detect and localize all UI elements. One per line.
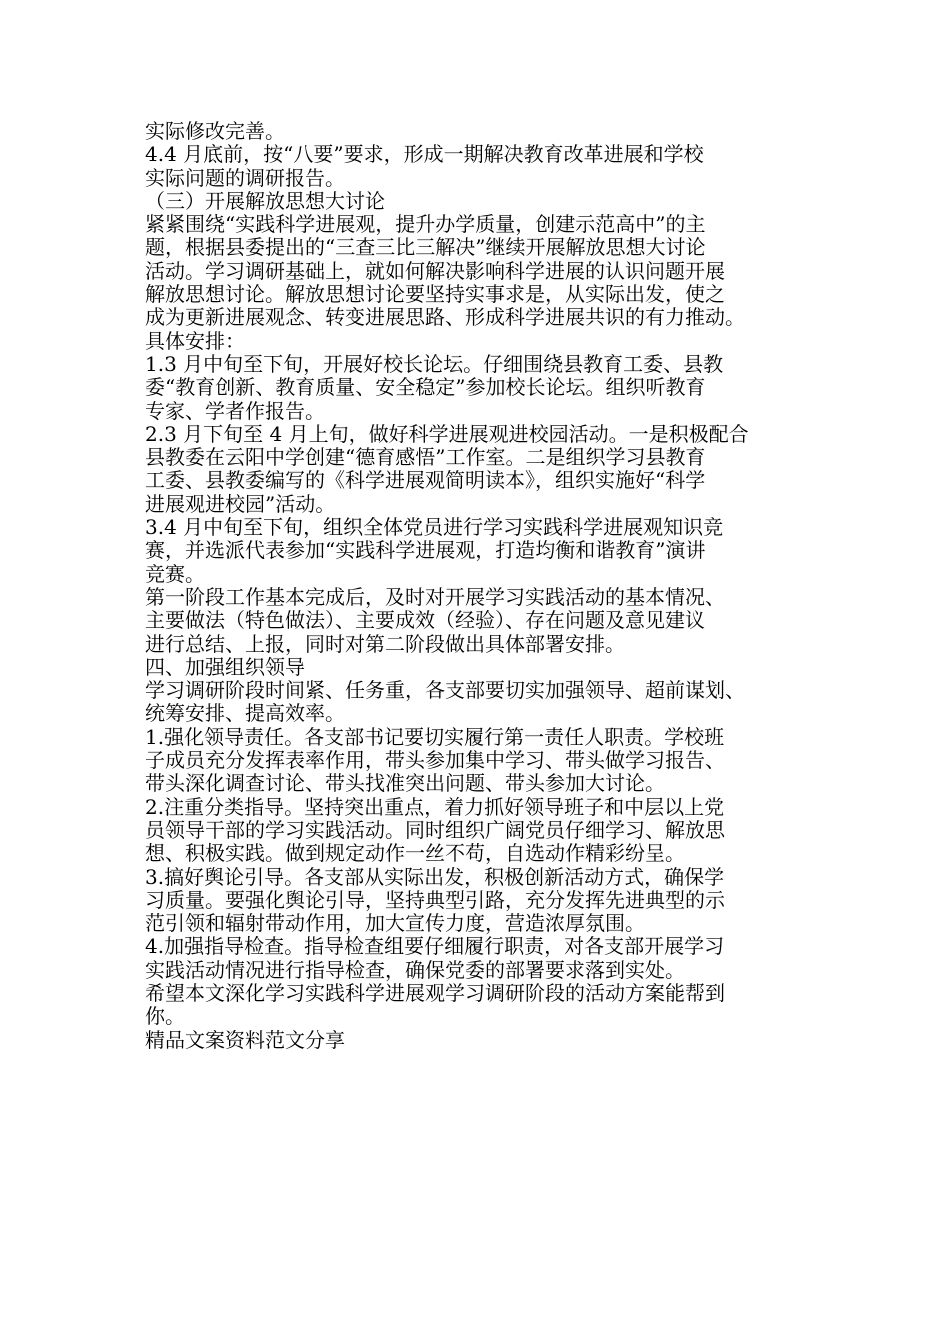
text-line: 竞赛。 bbox=[145, 561, 205, 586]
section-heading: 四、加强组织领导 bbox=[145, 654, 305, 679]
text-line: 实际修改完善。 bbox=[145, 119, 285, 143]
text-line: 进展观进校园”活动。 bbox=[145, 491, 336, 516]
text-line: 3.搞好舆论引导。各支部从实际出发，积极创新活动方式，确保学 bbox=[145, 864, 725, 889]
text-line: 实际问题的调研报告。 bbox=[145, 165, 345, 190]
text-line: 1.强化领导责任。各支部书记要切实履行第一责任人职责。学校班 bbox=[145, 724, 725, 749]
text-line: 成为更新进展观念、转变进展思路、形成科学进展共识的有力推动。 bbox=[145, 305, 745, 330]
text-line: 具体安排： bbox=[145, 328, 245, 353]
text-line: 县教委在云阳中学创建“德育感悟”工作室。二是组织学习县教育 bbox=[145, 445, 706, 470]
text-line: 委“教育创新、教育质量、安全稳定”参加校长论坛。组织听教育 bbox=[145, 375, 706, 400]
text-line: 紧紧围绕“实践科学进展观，提升办学质量，创建示范高中”的主 bbox=[145, 212, 706, 237]
text-line: 专家、学者作报告。 bbox=[145, 398, 325, 423]
text-line: 习质量。要强化舆论引导，坚持典型引路，充分发挥先进典型的示 bbox=[145, 887, 725, 912]
text-line: 范引领和辐射带动作用，加大宣传力度，营造浓厚氛围。 bbox=[145, 911, 645, 936]
text-line: 解放思想讨论。解放思想讨论要坚持实事求是，从实际出发，使之 bbox=[145, 282, 725, 307]
text-line: 3.4 月中旬至下旬，组织全体党员进行学习实践科学进展观知识竞 bbox=[145, 515, 724, 540]
footer-line: 精品文案资料范文分享 bbox=[145, 1027, 345, 1052]
text-line: 希望本文深化学习实践科学进展观学习调研阶段的活动方案能帮到 bbox=[145, 980, 725, 1005]
text-line: 带头深化调查讨论、带头找准突出问题、带头参加大讨论。 bbox=[145, 771, 665, 796]
text-line: 子成员充分发挥表率作用，带头参加集中学习、带头做学习报告、 bbox=[145, 748, 725, 773]
text-line: 2.注重分类指导。坚持突出重点，着力抓好领导班子和中层以上党 bbox=[145, 794, 725, 819]
text-line: 主要做法（特色做法）、主要成效（经验）、存在问题及意见建议 bbox=[145, 608, 705, 633]
text-line: 第一阶段工作基本完成后，及时对开展学习实践活动的基本情况、 bbox=[145, 584, 725, 609]
text-line: 4.加强指导检查。指导检查组要仔细履行职责，对各支部开展学习 bbox=[145, 934, 725, 959]
text-line: 4.4 月底前，按“八要”要求，形成一期解决教育改革进展和学校 bbox=[145, 142, 704, 167]
text-line: 你。 bbox=[145, 1004, 185, 1029]
text-line: 进行总结、上报，同时对第二阶段做出具体部署安排。 bbox=[145, 631, 625, 656]
document-body bbox=[145, 120, 815, 1052]
text-line: 实践活动情况进行指导检查，确保党委的部署要求落到实处。 bbox=[145, 957, 685, 982]
text-line: 统筹安排、提高效率。 bbox=[145, 701, 345, 726]
text-line: 题，根据县委提出的“三查三比三解决”继续开展解放思想大讨论 bbox=[145, 235, 706, 260]
text-line: 1.3 月中旬至下旬，开展好校长论坛。仔细围绕县教育工委、县教 bbox=[145, 351, 724, 376]
text-line: 2.3 月下旬至 4 月上旬，做好科学进展观进校园活动。一是积极配合 bbox=[145, 421, 749, 446]
text-line: 赛，并选派代表参加“实践科学进展观，打造均衡和谐教育”演讲 bbox=[145, 538, 706, 563]
text-line: 员领导干部的学习实践活动。同时组织广阔党员仔细学习、解放思 bbox=[145, 817, 725, 842]
text-line: 活动。学习调研基础上，就如何解决影响科学进展的认识问题开展 bbox=[145, 258, 725, 283]
text-line: 工委、县教委编写的《科学进展观简明读本》，组织实施好“科学 bbox=[145, 468, 706, 493]
text-line: 想、积极实践。做到规定动作一丝不苟，自选动作精彩纷呈。 bbox=[145, 841, 685, 866]
text-line: 学习调研阶段时间紧、任务重，各支部要切实加强领导、超前谋划、 bbox=[145, 678, 745, 703]
section-heading: （三）开展解放思想大讨论 bbox=[145, 188, 385, 213]
